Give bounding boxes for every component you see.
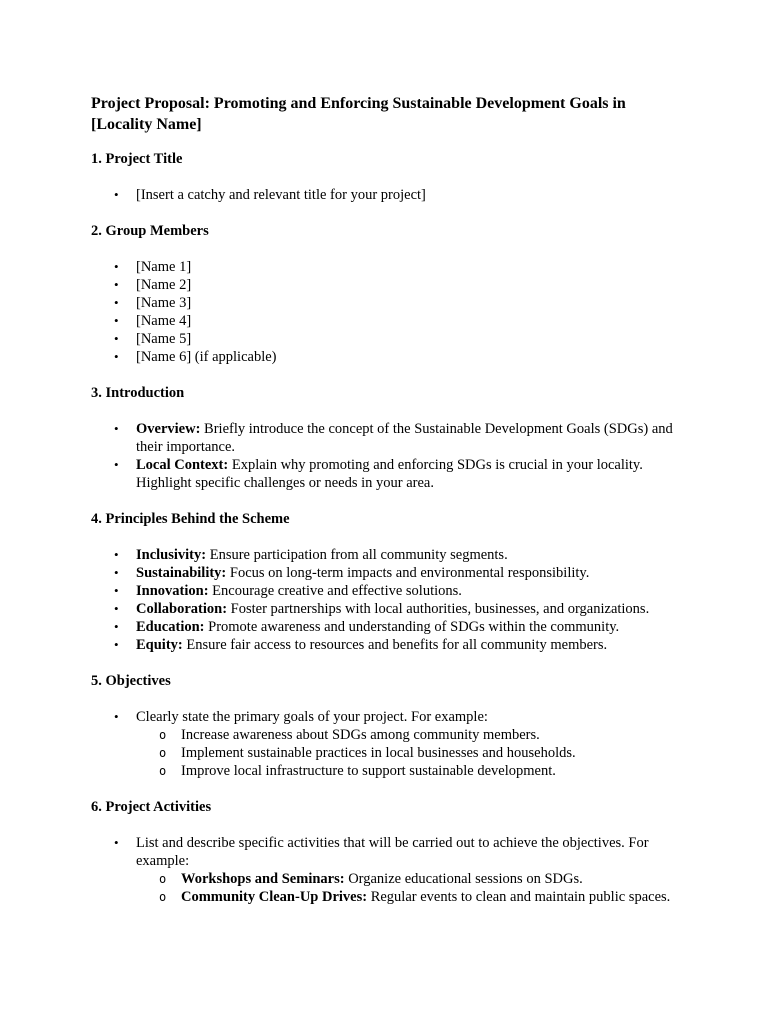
list-item bbox=[91, 834, 681, 906]
list-item-text: [Name 4] bbox=[136, 313, 192, 329]
section-heading: 1. Project Title bbox=[91, 151, 183, 167]
list-item bbox=[91, 186, 681, 204]
list-item-text: [Name 1] bbox=[136, 259, 192, 275]
list-item-label: Equity: bbox=[136, 637, 183, 653]
sub-list-item-label: Workshops and Seminars: bbox=[181, 871, 345, 887]
list-item bbox=[91, 636, 681, 654]
section-heading: 3. Introduction bbox=[91, 385, 185, 401]
list-item bbox=[91, 420, 681, 456]
list-item-text: Ensure participation from all community segments. bbox=[206, 547, 508, 563]
list-item bbox=[91, 600, 681, 618]
sub-list-item-text: Regular events to clean and maintain public spaces. bbox=[367, 889, 671, 905]
section-heading: 6. Project Activities bbox=[91, 799, 212, 815]
sub-list-item-text: Improve local infrastructure to support sustainable development. bbox=[181, 763, 556, 779]
list-item bbox=[91, 348, 681, 366]
list-item-text: [Name 2] bbox=[136, 277, 192, 293]
list-item bbox=[91, 276, 681, 294]
list-item bbox=[91, 618, 681, 636]
list-item-label: Sustainability: bbox=[136, 565, 227, 581]
document-page bbox=[91, 93, 681, 924]
list-item-text: [Name 6] (if applicable) bbox=[136, 349, 277, 365]
bullet-icon: • bbox=[114, 313, 119, 328]
sub-list-item-label: Community Clean-Up Drives: bbox=[181, 889, 368, 905]
list-item bbox=[91, 582, 681, 600]
list-item-label: Inclusivity: bbox=[136, 547, 207, 563]
section-heading: 4. Principles Behind the Scheme bbox=[91, 511, 290, 527]
sub-list bbox=[136, 870, 681, 906]
bullet-icon: • bbox=[114, 547, 119, 562]
list-item-text: Explain why promoting and enforcing SDGs is crucial in your locality. Highlight specific challenges or needs in your area. bbox=[136, 457, 643, 491]
list-item-label: Local Context: bbox=[136, 457, 229, 473]
sub-list-item bbox=[136, 744, 681, 762]
document-body bbox=[91, 150, 681, 906]
bullet-list bbox=[91, 546, 681, 654]
bullet-list bbox=[91, 834, 681, 906]
sub-list-item bbox=[136, 888, 681, 906]
bullet-icon: • bbox=[114, 457, 119, 472]
bullet-icon: • bbox=[114, 331, 119, 346]
bullet-icon: • bbox=[114, 565, 119, 580]
sub-list-item-text: Organize educational sessions on SDGs. bbox=[344, 871, 583, 887]
list-item-text: Foster partnerships with local authorities, businesses, and organizations. bbox=[227, 601, 650, 617]
sub-list bbox=[136, 726, 681, 780]
section-heading: 2. Group Members bbox=[91, 223, 209, 239]
bullet-icon: • bbox=[114, 637, 119, 652]
bullet-list bbox=[91, 708, 681, 780]
list-item-text: Encourage creative and effective solutions. bbox=[208, 583, 462, 599]
sub-bullet-icon: o bbox=[159, 728, 167, 742]
bullet-icon: • bbox=[114, 277, 119, 292]
bullet-icon: • bbox=[114, 583, 119, 598]
list-item-text: Focus on long-term impacts and environmental responsibility. bbox=[226, 565, 590, 581]
bullet-icon: • bbox=[114, 619, 119, 634]
list-item bbox=[91, 564, 681, 582]
document-title: Project Proposal: Promoting and Enforcing Sustainable Development Goals in [Locality Name] bbox=[91, 95, 626, 133]
list-item-label: Education: bbox=[136, 619, 205, 635]
bullet-icon: • bbox=[114, 187, 119, 202]
bullet-icon: • bbox=[114, 259, 119, 274]
bullet-list bbox=[91, 186, 681, 204]
list-item bbox=[91, 546, 681, 564]
list-item bbox=[91, 312, 681, 330]
section-heading: 5. Objectives bbox=[91, 673, 171, 689]
bullet-icon: • bbox=[114, 421, 119, 436]
sub-bullet-icon: o bbox=[159, 890, 167, 904]
bullet-list bbox=[91, 420, 681, 492]
list-item-text: Ensure fair access to resources and benefits for all community members. bbox=[182, 637, 608, 653]
list-item-text: Promote awareness and understanding of SDGs within the community. bbox=[204, 619, 620, 635]
sub-list-item bbox=[136, 762, 681, 780]
list-item-text: [Insert a catchy and relevant title for your project] bbox=[136, 187, 426, 203]
bullet-list bbox=[91, 258, 681, 366]
list-item-label: Collaboration: bbox=[136, 601, 228, 617]
bullet-icon: • bbox=[114, 295, 119, 310]
sub-list-item bbox=[136, 726, 681, 744]
list-item-label: Innovation: bbox=[136, 583, 209, 599]
list-item bbox=[91, 456, 681, 492]
list-item-text: List and describe specific activities that will be carried out to achieve the objectives. For example: bbox=[136, 835, 649, 869]
list-item bbox=[91, 294, 681, 312]
sub-list-item-text: Implement sustainable practices in local businesses and households. bbox=[181, 745, 576, 761]
list-item bbox=[91, 258, 681, 276]
list-item-label: Overview: bbox=[136, 421, 201, 437]
sub-bullet-icon: o bbox=[159, 872, 167, 886]
sub-list-item-text: Increase awareness about SDGs among community members. bbox=[181, 727, 540, 743]
sub-bullet-icon: o bbox=[159, 746, 167, 760]
list-item bbox=[91, 330, 681, 348]
sub-bullet-icon: o bbox=[159, 764, 167, 778]
list-item-text: [Name 3] bbox=[136, 295, 192, 311]
bullet-icon: • bbox=[114, 601, 119, 616]
bullet-icon: • bbox=[114, 709, 119, 724]
list-item-text: [Name 5] bbox=[136, 331, 192, 347]
bullet-icon: • bbox=[114, 835, 119, 850]
bullet-icon: • bbox=[114, 349, 119, 364]
sub-list-item bbox=[136, 870, 681, 888]
list-item-text: Clearly state the primary goals of your project. For example: bbox=[136, 709, 488, 725]
list-item-text: Briefly introduce the concept of the Sustainable Development Goals (SDGs) and their importance. bbox=[136, 421, 673, 455]
list-item bbox=[91, 708, 681, 780]
